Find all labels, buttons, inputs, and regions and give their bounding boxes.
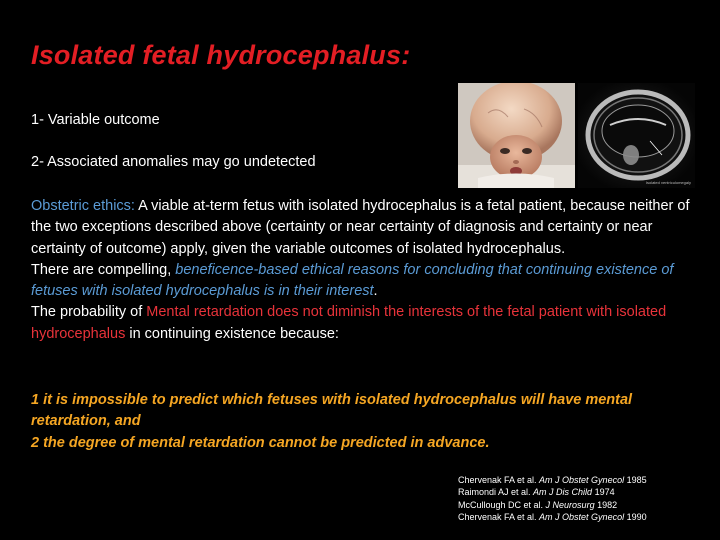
reference-journal: Am J Dis Child (533, 487, 593, 498)
reference-journal: J Neurosurg (545, 499, 595, 510)
reference-year: 1990 (624, 511, 647, 522)
reference-year: 1982 (594, 499, 618, 510)
reference-year: 1974 (592, 487, 615, 498)
probability-suffix: in continuing existence because: (125, 325, 339, 342)
reference-year: 1985 (624, 475, 647, 485)
reference-journal: Am J Obstet Gynecol (539, 511, 625, 522)
reference-authors: Chervenak FA et al. (458, 475, 540, 485)
probability-prefix: The probability of (31, 304, 147, 321)
compelling-paragraph (31, 260, 703, 303)
conclusions (31, 390, 671, 454)
ultrasound-illustration (578, 83, 695, 188)
point-variable-outcome: 1- Variable outcome (31, 112, 160, 128)
body-text (31, 196, 703, 345)
compelling-suffix: . (373, 283, 378, 300)
reference-item (458, 474, 647, 486)
conclusion-item: 2 the degree of mental retardation cannot be predicted in advance. (31, 434, 490, 451)
photo-group (458, 83, 695, 188)
point-associated-anomalies: 2- Associated anomalies may go undetected (31, 154, 316, 170)
conclusion-item: 1 it is impossible to predict which fetuses with isolated hydrocephalus will have mental retardation, and (31, 392, 633, 430)
ethics-text: A viable at-term fetus with isolated hydrocephalus is a fetal patient, because neither of the two exceptions described above (certainty or near certainty of diagnosis and certainty or near certainty of outcome) apply, given the variable outcomes of isolated hydrocephalus. (31, 198, 690, 257)
compelling-prefix: There are compelling, (31, 261, 176, 278)
reference-item (458, 511, 647, 523)
reference-journal: Am J Obstet Gynecol (539, 475, 625, 485)
fetal-ultrasound-image (578, 83, 695, 188)
compelling-highlight: beneficence-based ethical reasons for concluding that continuing existence of fetuses with isolated hydrocephalus is in their interest (31, 261, 674, 300)
references (458, 474, 647, 523)
reference-authors: Raimondi AJ et al. (458, 487, 534, 498)
probability-highlight: Mental retardation does not diminish the interests of the fetal patient with isolated hydrocephalus (31, 304, 667, 342)
ethics-label: Obstetric ethics: (31, 198, 135, 214)
probability-paragraph (31, 302, 703, 345)
infant-photo-illustration (458, 83, 575, 188)
infant-hydrocephalus-photo (458, 83, 575, 188)
slide-title: Isolated fetal hydrocephalus: (31, 40, 411, 70)
reference-item (458, 499, 647, 511)
ethics-paragraph (31, 196, 703, 260)
ultrasound-credit: Isolated ventriculomegaly (645, 180, 691, 185)
reference-authors: Chervenak FA et al. (458, 511, 540, 522)
reference-authors: McCullough DC et al. (458, 499, 546, 510)
reference-item (458, 486, 647, 498)
